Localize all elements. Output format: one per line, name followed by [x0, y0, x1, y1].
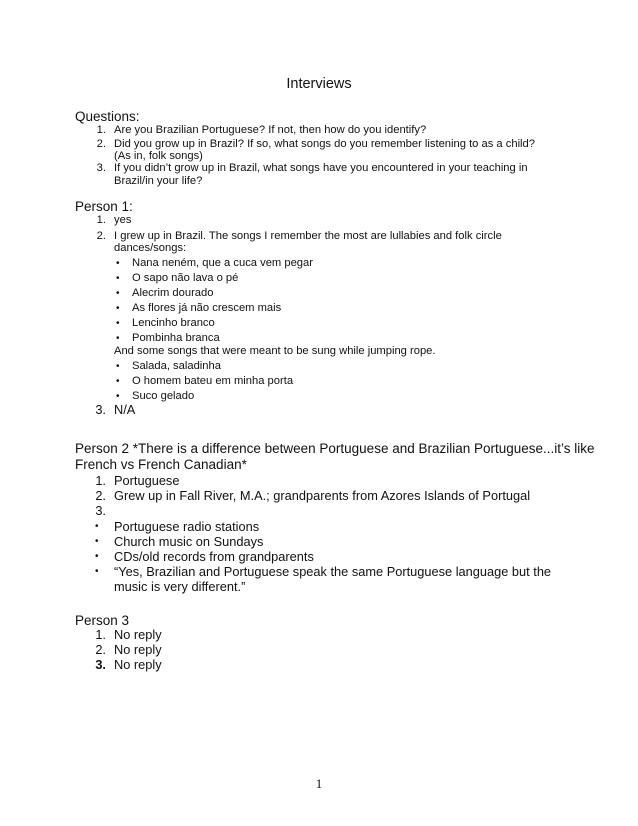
jump-rope-note: And some songs that were meant to be sung while jumping rope.	[114, 345, 436, 357]
page-number: 1	[315, 776, 323, 791]
person2-heading-cont: French vs French Canadian*	[75, 457, 247, 472]
document-title: Interviews	[286, 76, 352, 92]
person2-heading: Person 2 *There is a difference between Portuguese and Brazilian Portuguese...it’s like	[75, 441, 595, 456]
person1-heading: Person 1:	[75, 199, 133, 214]
document-page: Interviews Questions: 1. Are you Brazilian Portuguese? If not, then how do you identify? 2. Did you grow up in Brazil? If so, what songs do you remember listening to as a child? (As in, folk songs) 3. If you didn’t grow up in Brazil, what songs have you encountered in your teaching in Brazil/in your life? Person 1: 1. yes 2. I grew up in Brazil. The songs I remember the most are lullabies and folk circle dances/songs: • Nana neném, que a cuca vem pegar • O sapo não lava o pé • Alecrim dourado • As flores já não crescem mais • Lencinho branco • Pombinha branca And some songs that were meant to be sung while jumping rope. • Salada, saladinha • O homem bateu em minha porta • Suco gelado 3. N/A Person 2 *There is a difference between Portuguese and Brazilian Portuguese...it’s like French vs French Canadian* 1. Portuguese 2. Grew up in Fall River, M.A.; grandparents from Azores Islands of Portugal 3. • Portuguese radio stations • Church music on Sundays • CDs/old records from grandparents • “Yes, Brazilian and Portuguese speak the same Portuguese language but the music is very different.” Person 3 1. No reply 2. No reply 3. No reply 1	[0, 0, 638, 826]
person3-heading: Person 3	[75, 613, 130, 628]
quote-item-cont: music is very different.”	[114, 579, 246, 594]
questions-heading: Questions:	[75, 109, 140, 124]
